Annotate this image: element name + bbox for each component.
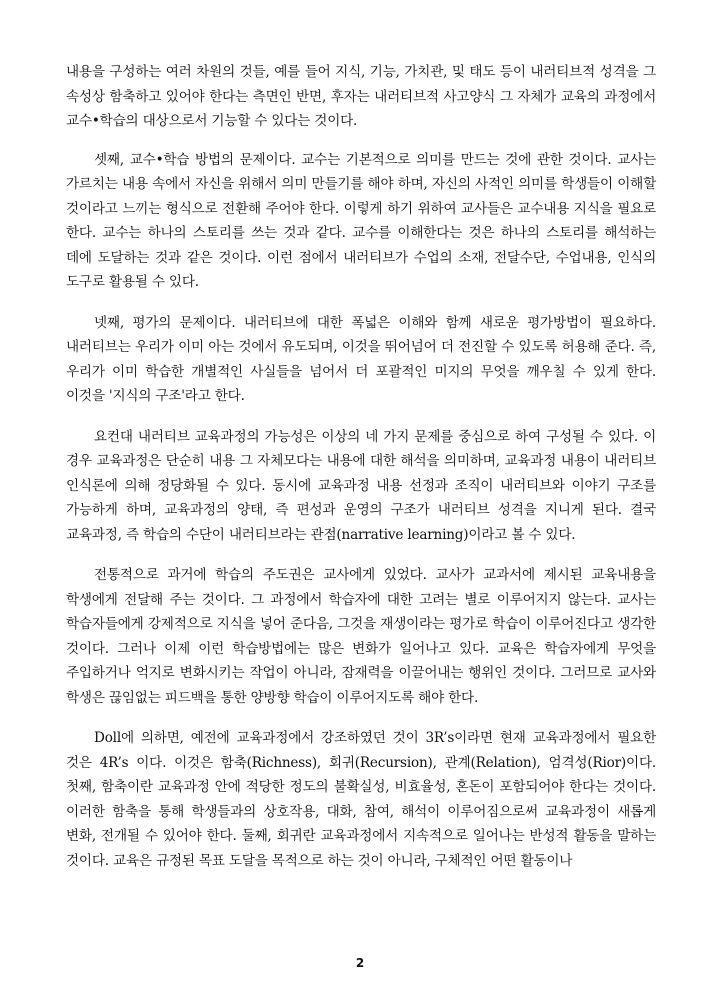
paragraph-2: 셋째, 교수•학습 방법의 문제이다. 교수는 기본적으로 의미를 만드는 것에 관한 것이다. 교사는 가르치는 내용 속에서 자신을 위해서 의미 만들기를 해야 하며, 자신의 사적인 의미를 학생들이 이해할 것이라고 느끼는 형식으로 전환해 주어야 한다. 이렇게 하기 위하여 교사들은 교수내용 지식을 필요로 한다. 교수는 하나의 스토리를 쓰는 것과 같다. 교수를 이해한다는 것은 하나의 스토리를 해석하는 데에 도달하는 것과 같은 것이다. 이런 점에서 내러티브가 수업의 소재, 전달수단, 수업내용, 인식의 도구로 활용될 수 있다. bbox=[66, 151, 656, 290]
paragraph-1: 내용을 구성하는 여러 차원의 것들, 예를 들어 지식, 기능, 가치관, 및 태도 등이 내러티브적 성격을 그 속성상 함축하고 있어야 한다는 측면인 반면, 후자는 내러티브적 사고양식 그 자체가 교육의 과정에서 교수•학습의 대상으로서 기능할 수 있다는 것이다. bbox=[66, 64, 656, 129]
paragraph-6: Doll에 의하면, 예전에 교육과정에서 강조하였던 것이 3R’s이라면 현재 교육과정에서 필요한 것은 4R’s 이다. 이것은 함축(Richness), 회귀(Recursion), 관계(Relation), 엄격성(Rior)이다. 첫째, 함축이란 교육과정 안에 적당한 정도의 불확실성, 비효율성, 혼돈이 포함되어야 한다는 것이다. 이러한 함축을 통해 학생들과의 상호작용, 대화, 참여, 해석이 이루어짐으로써 교육과정이 새롭게 변화, 전개될 수 있어야 한다. 둘째, 회귀란 교육과정에서 지속적으로 일어나는 반성적 활동을 말하는 것이다. 교육은 규정된 목표 도달을 목적으로 하는 것이 아니라, 구체적인 어떤 활동이나 bbox=[66, 730, 656, 869]
document-page bbox=[66, 60, 656, 889]
page-number: 2 bbox=[355, 956, 365, 970]
paragraph-5: 전통적으로 과거에 학습의 주도권은 교사에게 있었다. 교사가 교과서에 제시된 교육내용을 학생에게 전달해 주는 것이다. 그 과정에서 학습자에 대한 고려는 별로 이루어지지 않는다. 교사는 학습자들에게 강제적으로 지식을 넣어 준다음, 그것을 재생이라는 평가로 학습이 이루어진다고 생각한 것이다. 그러나 이제 이런 학습방법에는 많은 변화가 일어나고 있다. 교육은 학습자에게 무엇을 주입하거나 억지로 변화시키는 작업이 아니라, 잠재력을 이끌어내는 행위인 것이다. 그러므로 교사와 학생은 끊임없는 피드백을 통한 양방향 학습이 이루어지도록 해야 한다. bbox=[66, 567, 656, 706]
paragraph-3: 넷째, 평가의 문제이다. 내러티브에 대한 폭넓은 이해와 함께 새로운 평가방법이 필요하다. 내러티브는 우리가 이미 아는 것에서 유도되며, 이것을 뛰어넘어 더 전진할 수 있도록 허용해 준다. 즉, 우리가 이미 학습한 개별적인 사실들을 넘어서 더 포괄적인 미지의 무엇을 깨우칠 수 있게 한다. 이것을 '지식의 구조'라고 한다. bbox=[66, 314, 656, 404]
paragraph-4: 요컨대 내러티브 교육과정의 가능성은 이상의 네 가지 문제를 중심으로 하여 구성될 수 있다. 이 경우 교육과정은 단순히 내용 그 자체모다는 내용에 대한 해석을 의미하며, 교육과정 내용이 내러티브 인식론에 의해 정당화될 수 있다. 동시에 교육과정 내용 선정과 조직이 내러티브와 이야기 구조를 가능하게 하며, 교육과정의 양태, 즉 편성과 운영의 구조가 내러티브 성격을 지니게 된다. 결국 교육과정, 즉 학습의 수단이 내러티브라는 관점(narrative learning)이라고 볼 수 있다. bbox=[66, 428, 656, 543]
